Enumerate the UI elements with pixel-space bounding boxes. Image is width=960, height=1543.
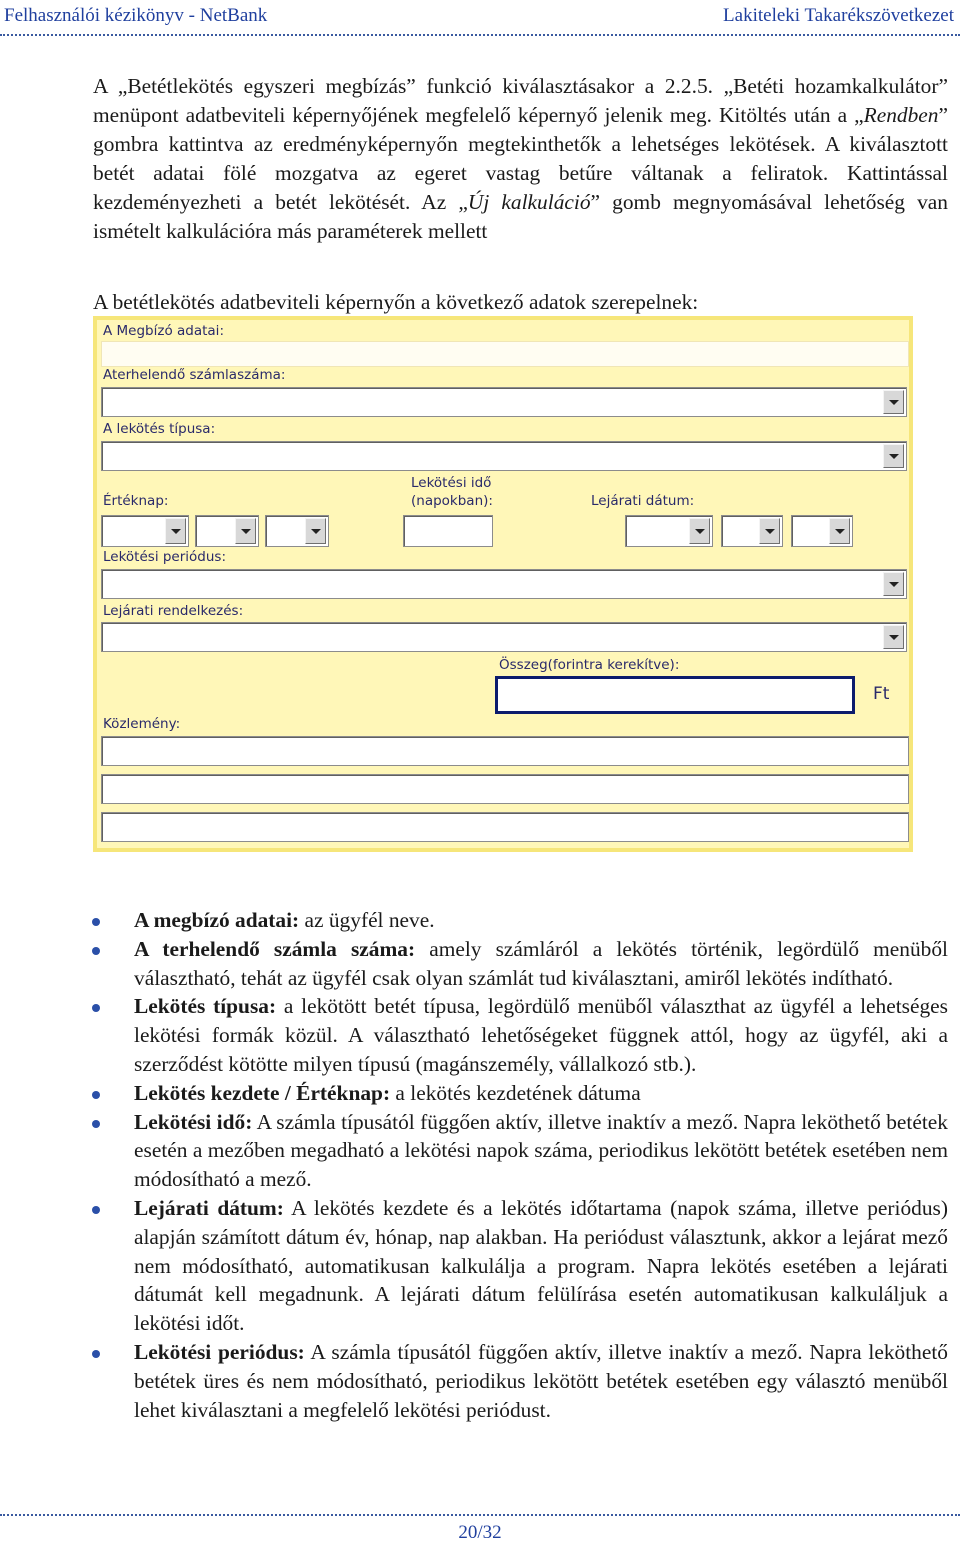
kozlemeny-input-1[interactable]	[101, 736, 909, 766]
bullet-text: A lekötés kezdete és a lekötés időtartama (napok száma, illetve periódus) alapján számított dátum év, hónap, nap alakban. Ha periódust választunk, akkor a lejárat mező nem módosítható, automatikusan kalkulálja a program. Napra lekötés esetében a lejárati dátumát kell megadnunk. A lejárati dátum felülírása esetén automatikusan kalkuláljuk a lekötési időt.	[134, 1195, 948, 1336]
lejarati-month-select[interactable]	[721, 515, 783, 547]
bullet-term: Lekötési periódus:	[134, 1339, 305, 1364]
list-item	[134, 1079, 948, 1108]
lead-sentence: A betétlekötés adatbeviteli képernyőn a következő adatok szerepelnek:	[93, 290, 699, 314]
lekotes-tipus-label: A lekötés típusa:	[103, 421, 216, 437]
bullet-text: A számla típusától függően aktív, illetve inaktív a mező. Napra leköthető betétek üres és nem módosítható, periodikus lekötött betétek esetében egy választó menüből lehet kiválasztani a megfelelő lekötési periódust.	[134, 1339, 948, 1422]
chevron-down-icon[interactable]	[883, 444, 904, 468]
intro-paragraph	[93, 72, 948, 246]
lejarati-day-select[interactable]	[791, 515, 853, 547]
chevron-down-icon[interactable]	[689, 518, 710, 544]
footer-divider	[0, 1514, 960, 1516]
erteknap-month-select[interactable]	[195, 515, 259, 547]
bullet-text: a lekötés kezdetének dátuma	[390, 1080, 641, 1105]
lekotes-tipus-select[interactable]	[101, 441, 907, 471]
chevron-down-icon[interactable]	[883, 390, 904, 414]
intro-text-3: ” gomb megnyomásával lehetőség van ismételt kalkulációra más paraméterek mellett	[93, 190, 948, 243]
terhelendo-szamla-label: Aterhelendő számlaszáma:	[103, 367, 286, 383]
list-item	[134, 1194, 948, 1338]
bullet-term: Lekötési idő:	[134, 1109, 253, 1134]
field-description-list	[134, 906, 948, 1424]
rendben-term: Rendben	[863, 103, 939, 127]
page-number: 20/32	[458, 1522, 502, 1543]
intro-text-1: A „Betétlekötés egyszeri megbízás” funkció kiválasztásakor a 2.2.5. „Betéti hozamkalkulátor” menüpont adatbeviteli képernyőjének megfelelő képernyő jelenik meg. Kitöltés után a „	[93, 74, 948, 127]
bullet-term: A megbízó adatai:	[134, 908, 300, 932]
chevron-down-icon[interactable]	[305, 518, 326, 544]
lejarati-rendelkezes-select[interactable]	[101, 622, 907, 652]
erteknap-label: Értéknap:	[103, 493, 169, 509]
intro-text-2: ” gombra kattintva az eredményképernyőn megtekinthetők a lehetséges lekötések. A kiválasztott betét adatai fölé mozgatva az egeret vastag betűre váltanak a feliratok. Kattintással kezdeményezheti a betét lekötését. Az „	[93, 103, 948, 214]
lekotesi-ido-label-2: (napokban):	[411, 493, 493, 509]
bullet-text: A számla típusától függően aktív, illetve inaktív a mező. Napra leköthető betétek esetén a mezőben megadható a lekötési napok száma, periodikus lekötött betétek esetében nem módosítható a mező.	[134, 1109, 948, 1192]
uj-kalkulacio-term: Új kalkuláció	[467, 190, 591, 214]
megbizo-field	[101, 341, 909, 367]
chevron-down-icon[interactable]	[883, 625, 904, 649]
bullet-term: Lekötés típusa:	[134, 994, 277, 1019]
header-bank-name: Lakiteleki Takarékszövetkezet	[723, 5, 954, 26]
chevron-down-icon[interactable]	[829, 518, 850, 544]
lekotesi-periodus-select[interactable]	[101, 569, 907, 599]
chevron-down-icon[interactable]	[759, 518, 780, 544]
lekotesi-periodus-label: Lekötési periódus:	[103, 549, 227, 565]
erteknap-year-select[interactable]	[101, 515, 189, 547]
lekotesi-ido-input[interactable]	[403, 515, 493, 547]
bullet-text: az ügyfél neve.	[299, 908, 435, 932]
list-item	[134, 992, 948, 1078]
bullet-term: A terhelendő számla száma:	[134, 936, 416, 961]
terhelendo-szamla-select[interactable]	[101, 387, 907, 417]
kozlemeny-input-2[interactable]	[101, 774, 909, 804]
list-item	[134, 906, 948, 935]
chevron-down-icon[interactable]	[235, 518, 256, 544]
header-manual-title: Felhasználói kézikönyv - NetBank	[4, 5, 268, 26]
lejarati-year-select[interactable]	[625, 515, 713, 547]
bullet-text: amely számláról a lekötés történik, legördülő menüből választható, tehát az ügyfél csak olyan számlát tud kiválasztani, amiről lekötés indítható.	[134, 936, 948, 990]
lejarati-rendelkezes-label: Lejárati rendelkezés:	[103, 603, 244, 619]
kozlemeny-input-3[interactable]	[101, 812, 909, 842]
list-item	[134, 935, 948, 993]
erteknap-day-select[interactable]	[265, 515, 329, 547]
bullet-term: Lejárati dátum:	[134, 1195, 284, 1220]
chevron-down-icon[interactable]	[165, 518, 186, 544]
deposit-form-screenshot	[93, 316, 913, 852]
lejarati-datum-label: Lejárati dátum:	[591, 493, 695, 509]
osszeg-input[interactable]	[495, 676, 855, 714]
osszeg-label: Összeg(forintra kerekítve):	[499, 657, 680, 673]
currency-label: Ft	[873, 684, 890, 704]
list-item	[134, 1338, 948, 1424]
list-item	[134, 1108, 948, 1194]
megbizo-label: A Megbízó adatai:	[103, 323, 224, 339]
lekotesi-ido-label-1: Lekötési idő	[411, 475, 492, 491]
bullet-text: a lekötött betét típusa, legördülő menüből választhat az ügyfél a lehetséges lekötési formák közül. A választható lehetőségeket függnek attól, hogy az ügyfél, aki a szerződést kötötte milyen típusú (magánszemély, vállalkozó stb.).	[134, 994, 948, 1076]
bullet-term: Lekötés kezdete / Értéknap:	[134, 1080, 391, 1105]
header-divider	[0, 34, 960, 36]
chevron-down-icon[interactable]	[883, 572, 904, 596]
kozlemeny-label: Közlemény:	[103, 716, 181, 732]
